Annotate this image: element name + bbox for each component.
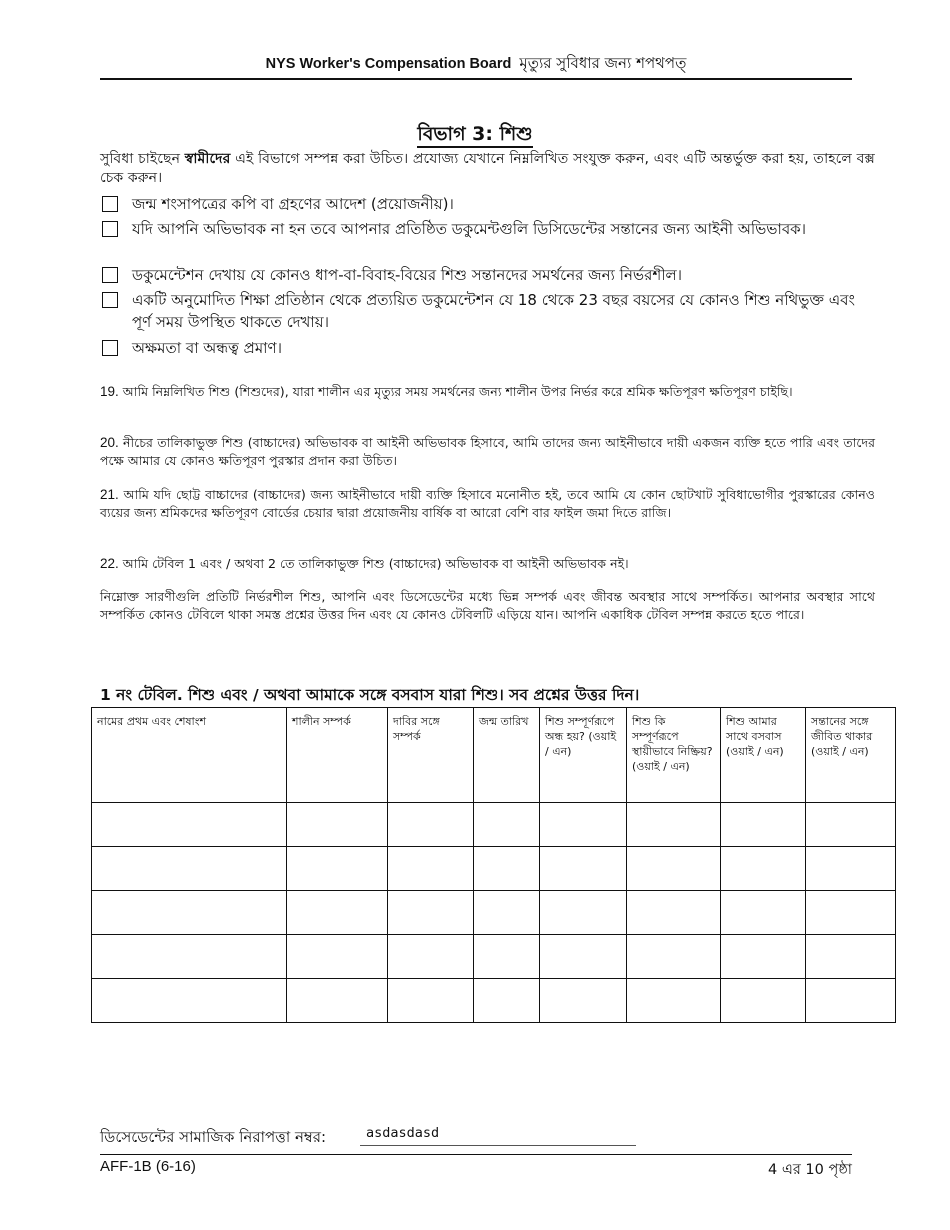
table-cell[interactable]: [474, 979, 540, 1023]
table-1-title: 1 নং টেবিল. শিশু এবং / অথবা আমাকে সঙ্গে বসবাস যারা শিশু। সব প্রশ্নের উত্তর দিন।: [100, 686, 640, 704]
table-cell[interactable]: [388, 935, 474, 979]
table-cell[interactable]: [627, 935, 721, 979]
checkbox[interactable]: [102, 267, 118, 283]
table-cell[interactable]: [287, 935, 388, 979]
table-cell[interactable]: [721, 979, 806, 1023]
table-cell[interactable]: [806, 891, 896, 935]
table-cell[interactable]: [627, 891, 721, 935]
ssn-value: asdasdasd: [366, 1125, 440, 1141]
page-number: 4 এর 10 পৃষ্ঠা: [767, 1162, 852, 1178]
table-cell[interactable]: [287, 891, 388, 935]
col-header-name: নামের প্রথম এবং শেষাংশ: [92, 708, 287, 803]
table-cell[interactable]: [806, 847, 896, 891]
footer-divider: [100, 1154, 852, 1155]
org-name: NYS Worker's Compensation Board: [265, 56, 512, 72]
table-1: [91, 707, 896, 1023]
table-cell[interactable]: [806, 803, 896, 847]
col-header-claimant-relation: দাবির সঙ্গে সম্পর্ক: [388, 708, 474, 803]
table-cell[interactable]: [92, 847, 287, 891]
table-row: [92, 847, 896, 891]
col-header-lives-with-me: শিশু আমার সাথে বসবাস (ওয়াই / এন): [721, 708, 806, 803]
table-cell[interactable]: [540, 891, 627, 935]
table-cell[interactable]: [388, 803, 474, 847]
table-cell[interactable]: [721, 847, 806, 891]
col-header-disabled: শিশু কি সম্পূর্ণরূপে স্থায়ীভাবে নিষ্ক্রিয়? (ওয়াই / এন): [627, 708, 721, 803]
table-cell[interactable]: [92, 935, 287, 979]
table-cell[interactable]: [474, 935, 540, 979]
table-row: [92, 979, 896, 1023]
statement-21: 21. আমি যদি ছোট্ট বাচ্চাদের (বাচ্চাদের) জন্য আইনীভাবে দায়ী ব্যক্তি হিসাবে মনোনীত হই, তবে আমি যে কোন ছোটখাট সুবিধাভোগীর পুরস্কারের কোনও ব্যয়ের জন্য শ্রমিকদের ক্ষতিপূরণ বোর্ডের চেয়ার দ্বারা প্রয়োজনীয় বার্ষিক বা আরো বেশি বার ফাইল জমা দিতে রাজি।: [100, 487, 875, 520]
checkbox[interactable]: [102, 221, 118, 237]
table-cell[interactable]: [474, 847, 540, 891]
ssn-label: ডিসেডেন্টের সামাজিক নিরাপত্তা নম্বর:: [100, 1128, 327, 1146]
table-cell[interactable]: [388, 847, 474, 891]
table-row: [92, 935, 896, 979]
table-header-row: [92, 708, 896, 803]
form-id: AFF-1B (6-16): [100, 1158, 196, 1175]
checkbox[interactable]: [102, 292, 118, 308]
table-cell[interactable]: [287, 979, 388, 1023]
table-cell[interactable]: [474, 803, 540, 847]
table-cell[interactable]: [540, 979, 627, 1023]
section-title: বিভাগ 3: শিশু: [0, 120, 950, 152]
table-cell[interactable]: [92, 979, 287, 1023]
statement-19: 19. আমি নিম্নলিখিত শিশু (শিশুদের), যারা শালীন এর মৃত্যুর সময় সমর্থনের জন্য শালীন উপর নির্ভর করে শ্রমিক ক্ষতিপূরণ ক্ষতিপূরণ চাইছি।: [100, 384, 793, 399]
table-cell[interactable]: [540, 803, 627, 847]
table-cell[interactable]: [627, 847, 721, 891]
form-name: মৃত্যুর সুবিধার জন্য শপথপত্: [519, 54, 687, 72]
table-cell[interactable]: [627, 803, 721, 847]
table-cell[interactable]: [540, 847, 627, 891]
table-cell[interactable]: [287, 803, 388, 847]
table-cell[interactable]: [92, 803, 287, 847]
col-header-blind: শিশু সম্পূর্ণরূপে অন্ধ হয়? (ওয়াই / এন): [540, 708, 627, 803]
page-header: [100, 52, 852, 80]
table-cell[interactable]: [287, 847, 388, 891]
checklist-item: ডকুমেন্টেশন দেখায় যে কোনও ধাপ-বা-বিবাহ-বিয়ের শিশু সন্তানদের সমর্থনের জন্য নির্ভরশীল।: [100, 264, 875, 286]
checkbox[interactable]: [102, 340, 118, 356]
checklist-item: অক্ষমতা বা অন্ধত্ব প্রমাণ।: [100, 337, 875, 359]
table-cell[interactable]: [721, 891, 806, 935]
table-row: [92, 803, 896, 847]
table-cell[interactable]: [474, 891, 540, 935]
table-cell[interactable]: [721, 935, 806, 979]
statement-22: 22. আমি টেবিল 1 এবং / অথবা 2 তে তালিকাভুক্ত শিশু (বাচ্চাদের) অভিভাবক বা আইনী অভিভাবক নই।: [100, 556, 629, 571]
col-header-birth-date: জন্ম তারিখ: [474, 708, 540, 803]
table-cell[interactable]: [388, 891, 474, 935]
table-cell[interactable]: [540, 935, 627, 979]
statement-20: 20. নীচের তালিকাভুক্ত শিশু (বাচ্চাদের) অভিভাবক বা আইনী অভিভাবক হিসাবে, আমি তাদের জন্য আইনীভাবে দায়ী একজন ব্যক্তি হতে পারি এবং তাদের পক্ষে আমার যে কোনও ক্ষতিপূরণ পুরস্কার প্রদান করা উচিত।: [100, 435, 875, 468]
intro-emphasis: স্বামীদের: [184, 151, 231, 167]
checklist-item: জন্ম শংসাপত্রের কপি বা গ্রহণের আদেশ (প্রয়োজনীয়)।: [100, 193, 875, 215]
checkbox[interactable]: [102, 196, 118, 212]
col-header-living-with-child: সন্তানের সঙ্গে জীবিত থাকার (ওয়াই / এন): [806, 708, 896, 803]
section-intro: সুবিধা চাইছেন স্বামীদের এই বিভাগে সম্পন্ন করা উচিত। প্রযোজ্য যেখানে নিম্নলিখিত সংযুক্ত করুন, এবং এটি অন্তর্ভুক্ত করা হয়, তাহলে বক্স চেক করুন।: [100, 151, 875, 186]
table-cell[interactable]: [721, 803, 806, 847]
checklist-item: যদি আপনি অভিভাবক না হন তবে আপনার প্রতিষ্ঠিত ডকুমেন্টগুলি ডিসিডেন্টের সন্তানের জন্য আইনী অভিভাবক।: [100, 218, 875, 240]
table-cell[interactable]: [92, 891, 287, 935]
table-cell[interactable]: [806, 979, 896, 1023]
table-note: নিম্নোক্ত সারণীগুলি প্রতিটি নির্ভরশীল শিশু, আপনি এবং ডিসেডেন্টের মধ্যে ভিন্ন সম্পর্ক এবং জীবন্ত অবস্থার সাথে সম্পর্কিত। আপনার অবস্থার সাথে সম্পর্কিত কোনও টেবিলে থাকা সমস্ত প্রশ্নের উত্তর দিন এবং যে কোনও টেবিলটি এড়িয়ে যান। আপনি একাধিক টেবিল সম্পন্ন করতে হতে পারে।: [100, 589, 875, 622]
checklist-item: একটি অনুমোদিত শিক্ষা প্রতিষ্ঠান থেকে প্রত্যয়িত ডকুমেন্টেশন যে 18 থেকে 23 বছর বয়সের যে কোনও শিশু নথিভুক্ত এবং পূর্ণ সময় উপস্থিত থাকতে দেখায়।: [100, 289, 875, 333]
table-cell[interactable]: [627, 979, 721, 1023]
col-header-decedent-relation: শালীন সম্পর্ক: [287, 708, 388, 803]
table-cell[interactable]: [806, 935, 896, 979]
table-row: [92, 891, 896, 935]
table-cell[interactable]: [388, 979, 474, 1023]
